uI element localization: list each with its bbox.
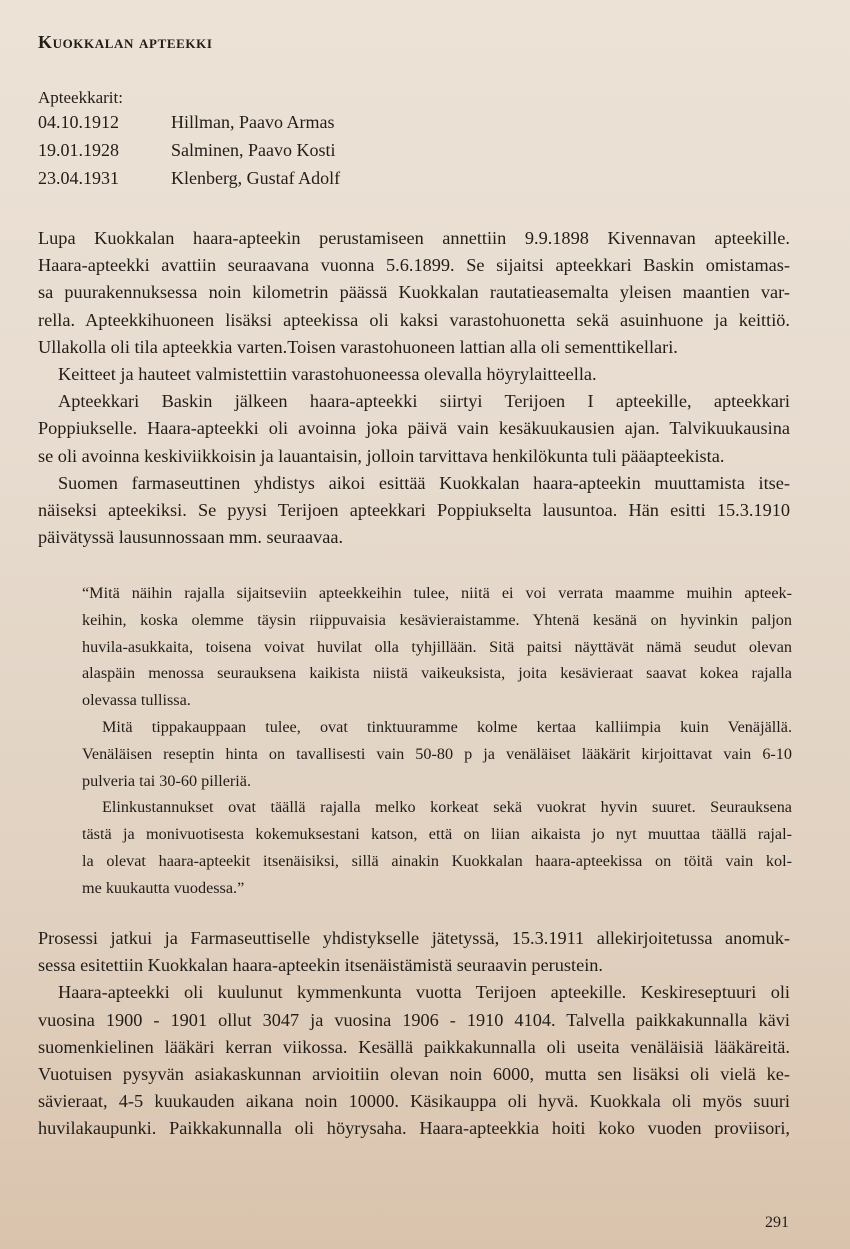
pharmacist-name: Salminen, Paavo Kosti	[171, 140, 336, 160]
text-line: huvilakaupunki. Paikkakunnalla oli höyrysaha. Haara-apteekkia hoiti koko vuoden proviisori,	[38, 1118, 790, 1139]
pharmacist-date: 23.04.1931	[38, 168, 119, 188]
pharmacists-label: Apteekkarit:	[38, 88, 123, 107]
quote-line: Venäläisen reseptin hinta on tavallisesti vain 50-80 p ja venäläiset lääkärit kirjoittavat vain 6-10	[82, 744, 792, 763]
text-line: Haara-apteekki avattiin seuraavana vuonna 5.6.1899. Se sijaitsi apteekkari Baskin omistamas-	[38, 255, 790, 276]
page-number: 291	[765, 1214, 789, 1231]
quote-line: Elinkustannukset ovat täällä rajalla melko korkeat sekä vuokrat hyvin suuret. Seurauksena	[102, 798, 792, 817]
text-line: suomenkielinen lääkäri kerran viikossa. Kesällä paikkakunnalla oli useita venäläisiä lääkäreitä.	[38, 1036, 790, 1057]
pharmacist-name: Hillman, Paavo Armas	[171, 112, 335, 132]
pharmacist-name: Klenberg, Gustaf Adolf	[171, 168, 341, 188]
text-line: Apteekkari Baskin jälkeen haara-apteekki siirtyi Terijoen I apteekille, apteekkari	[58, 391, 790, 412]
text-line: Suomen farmaseuttinen yhdistys aikoi esittää Kuokkalan haara-apteekin muuttamista itse-	[58, 472, 790, 493]
text-line: päivätyssä lausunnossaan mm. seuraavaa.	[38, 527, 344, 548]
text-line: Lupa Kuokkalan haara-apteekin perustamiseen annettiin 9.9.1898 Kivennavan apteekille.	[38, 228, 790, 248]
quote-line: keihin, koska olemme täysin riippuvaisia kesävieraistamme. Yhtenä kesänä on hyvinkin paljon	[82, 610, 792, 629]
quote-line: “Mitä näihin rajalla sijaitseviin apteekkeihin tulee, niitä ei voi verrata maamme muihin apteek-	[82, 584, 792, 602]
pharmacist-row	[38, 168, 340, 189]
text-line: näiseksi apteekiksi. Se pyysi Terijoen apteekkari Poppiukselta lausuntoa. Hän esitti 15.3.1910	[38, 500, 790, 521]
quote-line: olevassa tullissa.	[82, 691, 191, 710]
chapter-heading: Kuokkalan apteekki	[38, 32, 213, 52]
text-line: sävieraat, 4-5 kuukauden aikana noin 10000. Käsikauppa oli hyvä. Kuokkala oli myös suuri	[38, 1091, 790, 1112]
text-line: sa puurakennuksessa noin kilometrin päässä Kuokkalan rautatieasemalta yleisen maantien var-	[38, 282, 790, 303]
text-line: sessa esitettiin Kuokkalan haara-apteekin itsenäistämistä seuraavin perustein.	[38, 955, 604, 976]
text-line: Vuotuisen pysyvän asiakaskunnan arvioitiin olevan noin 6000, mutta sen lisäksi oli vielä ke-	[38, 1064, 790, 1085]
quote-line: huvila-asukkaita, toisena voivat huvilat olla tyhjillään. Sitä paitsi näyttävät nämä seudut olevan	[82, 637, 792, 656]
text-line: vuosina 1900 - 1901 ollut 3047 ja vuosina 1906 - 1910 4104. Talvella paikkakunnalla kävi	[38, 1009, 790, 1030]
text-line: Ullakolla oli tila apteekkia varten.Toisen varastohuoneen lattian alla oli sementtikellari.	[38, 336, 678, 357]
block-quote	[82, 580, 792, 902]
quote-line: pulveria tai 30-60 pilleriä.	[82, 771, 252, 790]
text-line: Poppiukselle. Haara-apteekki oli avoinna joka päivä vain kesäkuukausien ajan. Talvikuukausina	[38, 418, 790, 439]
text-line: rella. Apteekkihuoneen lisäksi apteekissa oli kaksi varastohuonetta sekä asuinhuone ja keittiö.	[38, 309, 790, 330]
body-paragraphs-1	[38, 225, 790, 551]
quote-line: la olevat haara-apteekit itsenäisiksi, sillä ainakin Kuokkalan haara-apteekissa on töitä vain kol-	[82, 851, 792, 870]
pharmacist-row	[38, 140, 336, 161]
text-line: Keitteet ja hauteet valmistettiin varastohuoneessa olevalla höyrylaitteella.	[58, 364, 597, 385]
text-line: se oli avoinna keskiviikkoisin ja lauantaisin, jolloin tarvittava henkilökunta tuli pääapteekista.	[38, 445, 725, 466]
body-paragraphs-2	[38, 925, 790, 1143]
pharmacist-row	[38, 112, 334, 133]
quote-line: Mitä tippakauppaan tulee, ovat tinktuuramme kolme kertaa kalliimpia kuin Venäjällä.	[102, 717, 792, 736]
quote-line: alaspäin menossa seurauksena kaikista niistä vaikeuksista, joita kesävieraat saavat kokea rajalla	[82, 664, 792, 683]
text-line: Haara-apteekki oli kuulunut kymmenkunta vuotta Terijoen apteekille. Keskireseptuuri oli	[58, 982, 790, 1003]
text-line: Prosessi jatkui ja Farmaseuttiselle yhdistykselle jätetyssä, 15.3.1911 allekirjoitetussa anomuk-	[38, 928, 790, 948]
pharmacist-date: 19.01.1928	[38, 140, 119, 160]
pharmacist-date: 04.10.1912	[38, 112, 119, 132]
quote-line: me kuukautta vuodessa.”	[82, 878, 245, 897]
quote-line: tästä ja monivuotisesta kokemuksestani katson, että on liian aikaista jo nyt muuttaa täällä rajal-	[82, 825, 792, 844]
